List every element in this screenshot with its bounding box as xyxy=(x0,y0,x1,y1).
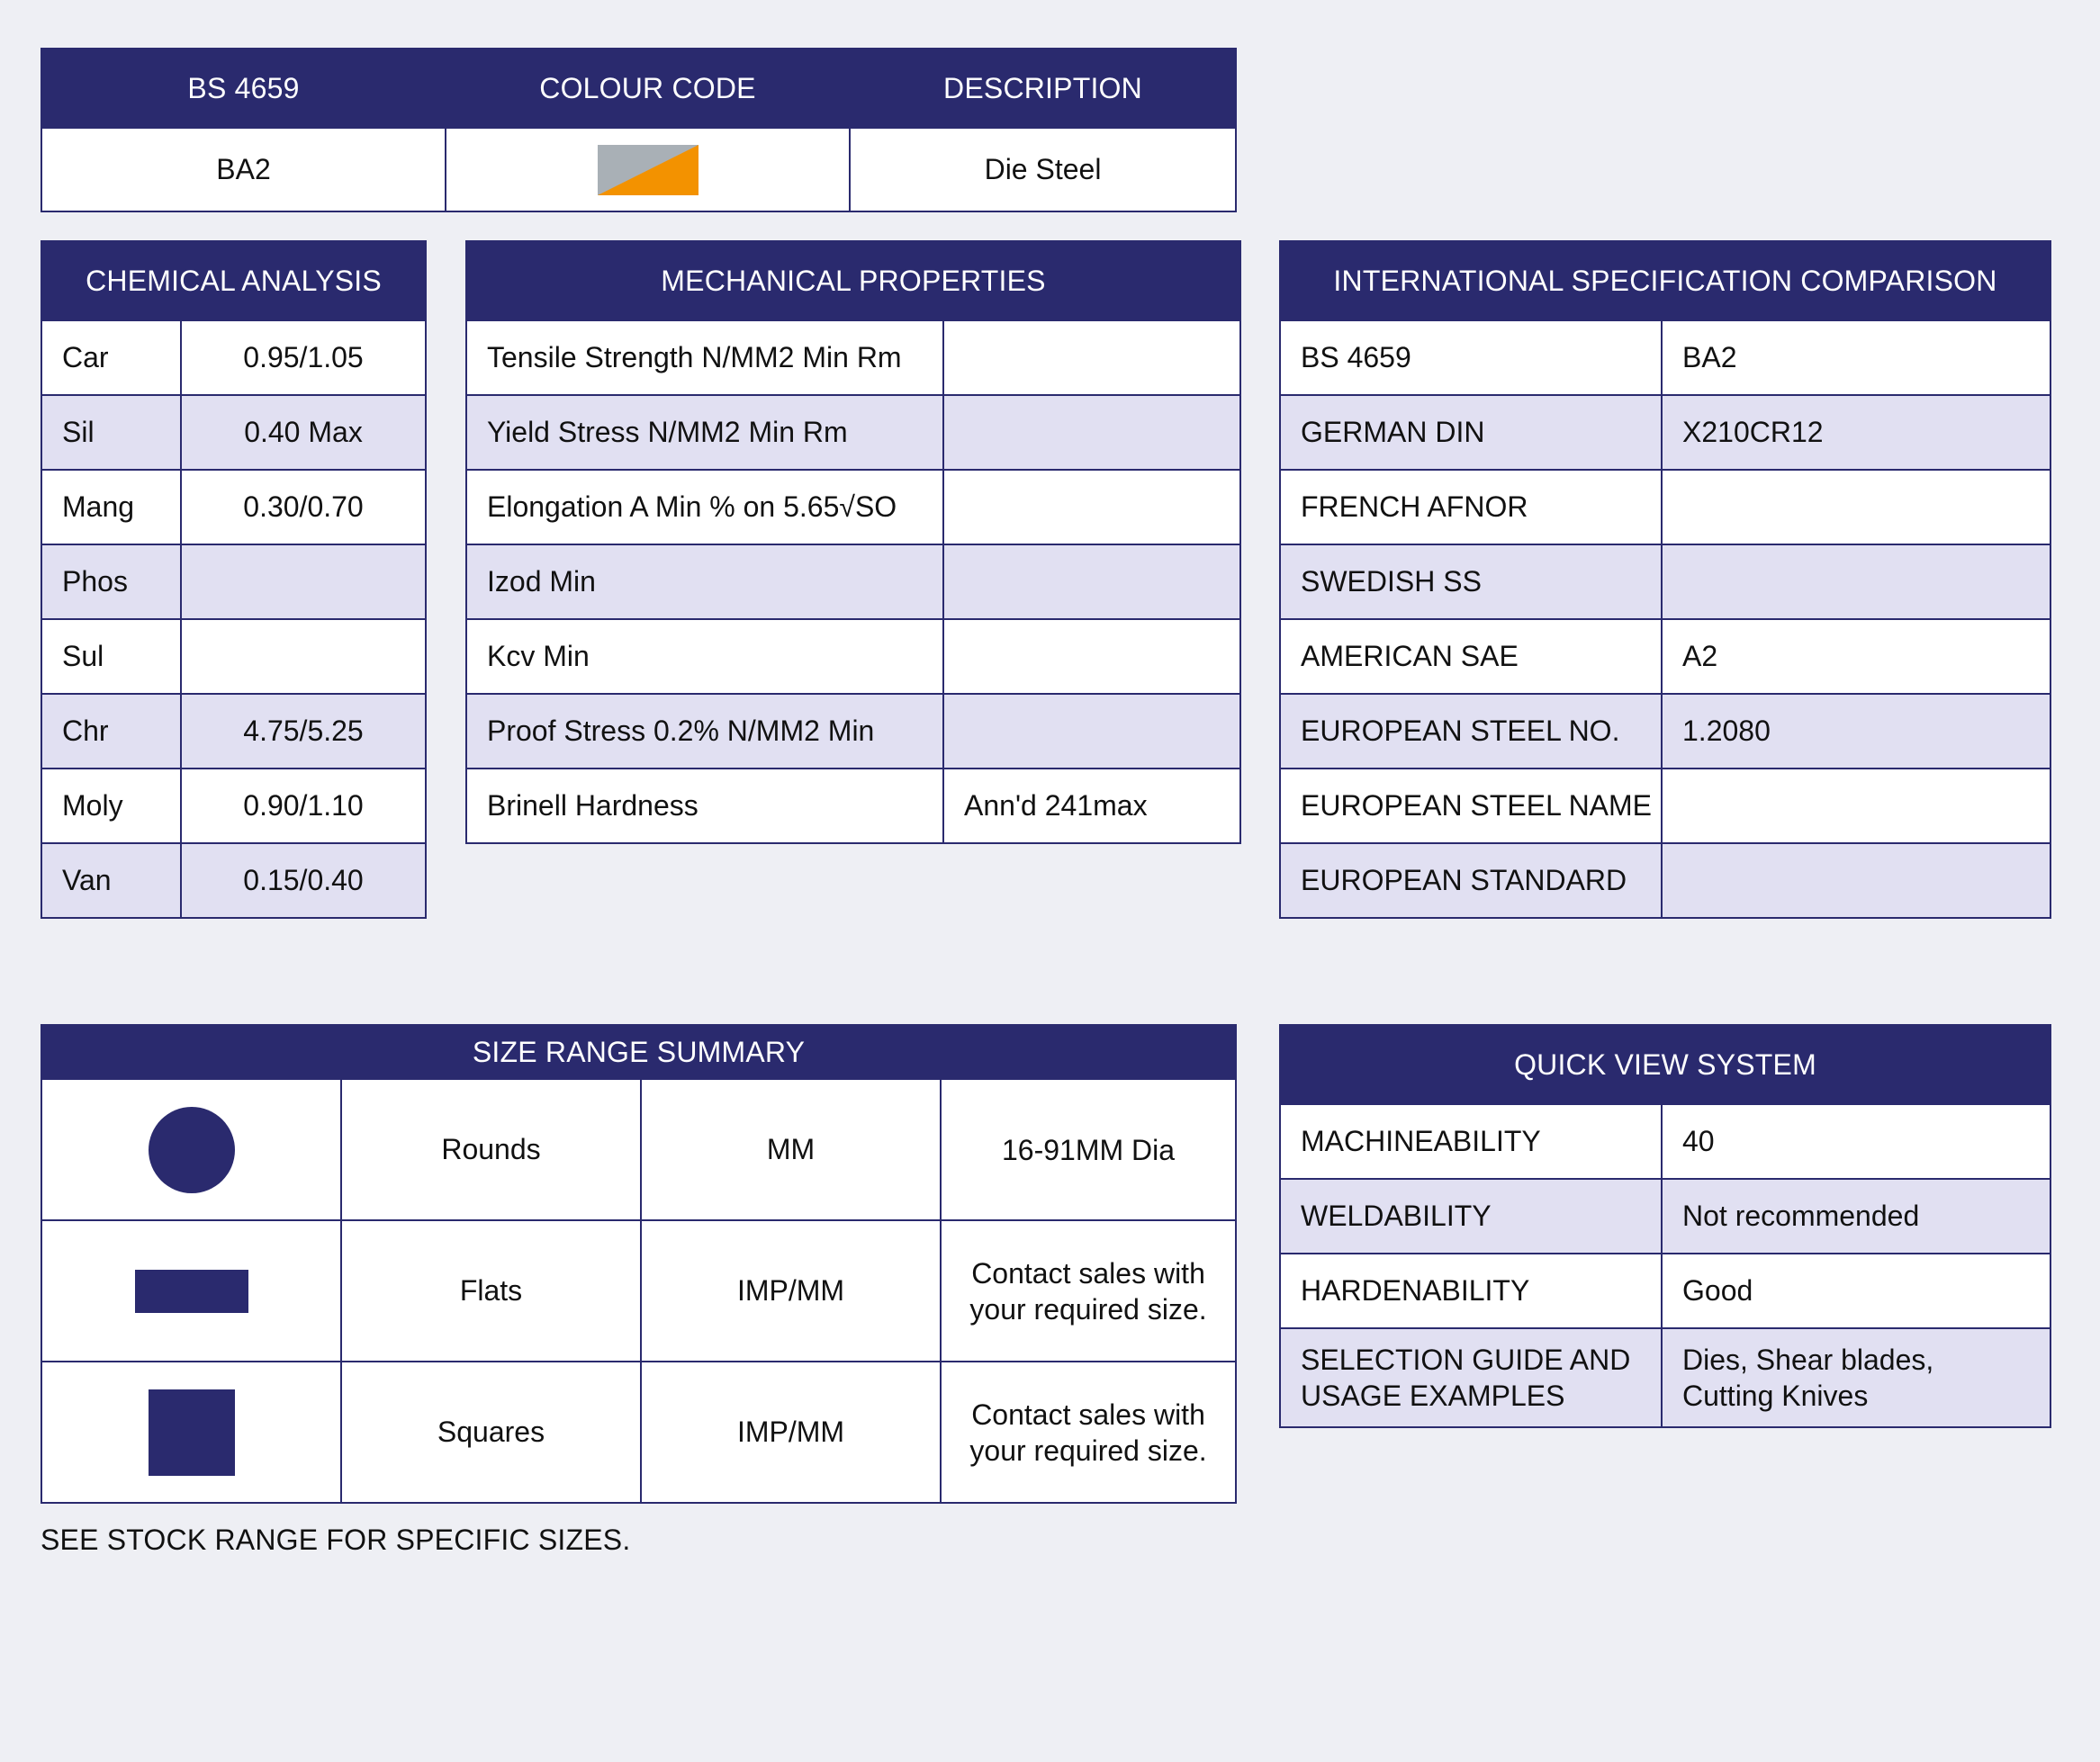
mechanical-row xyxy=(466,395,1240,470)
chemical-value: 0.40 Max xyxy=(181,395,426,470)
spec-row xyxy=(1280,395,2050,470)
mechanical-properties-table xyxy=(465,240,1239,844)
international-spec-table xyxy=(1279,240,2050,919)
mechanical-value xyxy=(943,619,1240,694)
chemical-label: Phos xyxy=(41,544,181,619)
spec-value: 1.2080 xyxy=(1662,694,2050,769)
spec-value xyxy=(1662,769,2050,843)
square-shape-icon xyxy=(149,1389,235,1476)
quick-view-value: Dies, Shear blades, Cutting Knives xyxy=(1662,1328,2050,1427)
spec-value xyxy=(1662,470,2050,544)
chemical-row xyxy=(41,395,426,470)
spec-value: A2 xyxy=(1662,619,2050,694)
chemical-value: 0.15/0.40 xyxy=(181,843,426,918)
mechanical-row xyxy=(466,694,1240,769)
quick-view-label: HARDENABILITY xyxy=(1280,1254,1662,1328)
quick-view-row xyxy=(1280,1179,2050,1254)
quick-view-row xyxy=(1280,1254,2050,1328)
chemical-row xyxy=(41,320,426,395)
international-spec-title: INTERNATIONAL SPECIFICATION COMPARISON xyxy=(1280,241,2050,320)
chemical-value xyxy=(181,619,426,694)
size-shape-cell xyxy=(41,1362,341,1503)
size-range-value: 16-91MM Dia xyxy=(941,1079,1236,1220)
spec-row xyxy=(1280,694,2050,769)
description-value: Die Steel xyxy=(850,128,1236,211)
chemical-value: 0.90/1.10 xyxy=(181,769,426,843)
spec-row xyxy=(1280,320,2050,395)
spec-label: EUROPEAN STEEL NO. xyxy=(1280,694,1662,769)
spec-value xyxy=(1662,843,2050,918)
chemical-label: Chr xyxy=(41,694,181,769)
chemical-label: Sul xyxy=(41,619,181,694)
bs4659-value: BA2 xyxy=(41,128,446,211)
grade-summary-table xyxy=(41,48,1235,212)
mechanical-label: Izod Min xyxy=(466,544,943,619)
spec-label: GERMAN DIN xyxy=(1280,395,1662,470)
chemical-row xyxy=(41,470,426,544)
spec-value: BA2 xyxy=(1662,320,2050,395)
round-shape-icon xyxy=(149,1107,235,1193)
mechanical-row xyxy=(466,320,1240,395)
spec-row xyxy=(1280,843,2050,918)
chemical-value: 0.95/1.05 xyxy=(181,320,426,395)
size-range-row xyxy=(41,1362,1236,1503)
mechanical-value xyxy=(943,395,1240,470)
size-range-value: Contact sales with your required size. xyxy=(941,1220,1236,1362)
spec-row xyxy=(1280,544,2050,619)
quick-view-value: 40 xyxy=(1662,1104,2050,1179)
quick-view-value: Not recommended xyxy=(1662,1179,2050,1254)
mechanical-value xyxy=(943,320,1240,395)
spec-label: SWEDISH SS xyxy=(1280,544,1662,619)
size-name: Squares xyxy=(341,1362,641,1503)
quick-view-label: WELDABILITY xyxy=(1280,1179,1662,1254)
chemical-row xyxy=(41,694,426,769)
description-header: DESCRIPTION xyxy=(850,49,1236,128)
chemical-value: 0.30/0.70 xyxy=(181,470,426,544)
quick-view-row xyxy=(1280,1328,2050,1427)
mechanical-label: Elongation A Min % on 5.65√SO xyxy=(466,470,943,544)
mechanical-value xyxy=(943,470,1240,544)
mechanical-value: Ann'd 241max xyxy=(943,769,1240,843)
quick-view-label: MACHINEABILITY xyxy=(1280,1104,1662,1179)
mechanical-row xyxy=(466,544,1240,619)
mechanical-properties-title: MECHANICAL PROPERTIES xyxy=(466,241,1240,320)
chemical-value xyxy=(181,544,426,619)
mechanical-value xyxy=(943,544,1240,619)
mechanical-label: Kcv Min xyxy=(466,619,943,694)
chemical-label: Sil xyxy=(41,395,181,470)
mechanical-label: Tensile Strength N/MM2 Min Rm xyxy=(466,320,943,395)
size-range-row xyxy=(41,1220,1236,1362)
chemical-row xyxy=(41,544,426,619)
chemical-row xyxy=(41,769,426,843)
chemical-analysis-table xyxy=(41,240,425,919)
spec-row xyxy=(1280,619,2050,694)
size-shape-cell xyxy=(41,1079,341,1220)
spec-label: AMERICAN SAE xyxy=(1280,619,1662,694)
chemical-value: 4.75/5.25 xyxy=(181,694,426,769)
mechanical-row xyxy=(466,470,1240,544)
quick-view-label: SELECTION GUIDE AND USAGE EXAMPLES xyxy=(1280,1328,1662,1427)
size-name: Rounds xyxy=(341,1079,641,1220)
colour-code-cell xyxy=(446,128,850,211)
mechanical-label: Proof Stress 0.2% N/MM2 Min xyxy=(466,694,943,769)
mechanical-label: Yield Stress N/MM2 Min Rm xyxy=(466,395,943,470)
size-shape-cell xyxy=(41,1220,341,1362)
mechanical-value xyxy=(943,694,1240,769)
spec-label: BS 4659 xyxy=(1280,320,1662,395)
chemical-row xyxy=(41,619,426,694)
chemical-row xyxy=(41,843,426,918)
size-unit: MM xyxy=(641,1079,941,1220)
quick-view-value: Good xyxy=(1662,1254,2050,1328)
spec-value xyxy=(1662,544,2050,619)
mechanical-label: Brinell Hardness xyxy=(466,769,943,843)
spec-row xyxy=(1280,470,2050,544)
spec-row xyxy=(1280,769,2050,843)
size-range-title: SIZE RANGE SUMMARY xyxy=(41,1025,1236,1079)
colour-code-swatch xyxy=(598,145,698,195)
size-range-row xyxy=(41,1079,1236,1220)
quick-view-title: QUICK VIEW SYSTEM xyxy=(1280,1025,2050,1104)
colour-code-header: COLOUR CODE xyxy=(446,49,850,128)
size-name: Flats xyxy=(341,1220,641,1362)
stock-range-note: SEE STOCK RANGE FOR SPECIFIC SIZES. xyxy=(41,1524,631,1556)
chemical-label: Mang xyxy=(41,470,181,544)
mechanical-row xyxy=(466,769,1240,843)
spec-label: EUROPEAN STANDARD xyxy=(1280,843,1662,918)
chemical-analysis-title: CHEMICAL ANALYSIS xyxy=(41,241,426,320)
chemical-label: Car xyxy=(41,320,181,395)
bs4659-header: BS 4659 xyxy=(41,49,446,128)
size-range-table xyxy=(41,1024,1235,1504)
spec-label: EUROPEAN STEEL NAME xyxy=(1280,769,1662,843)
size-unit: IMP/MM xyxy=(641,1220,941,1362)
spec-value: X210CR12 xyxy=(1662,395,2050,470)
quick-view-row xyxy=(1280,1104,2050,1179)
size-range-value: Contact sales with your required size. xyxy=(941,1362,1236,1503)
spec-label: FRENCH AFNOR xyxy=(1280,470,1662,544)
size-unit: IMP/MM xyxy=(641,1362,941,1503)
chemical-label: Van xyxy=(41,843,181,918)
mechanical-row xyxy=(466,619,1240,694)
flat-shape-icon xyxy=(135,1270,248,1313)
chemical-label: Moly xyxy=(41,769,181,843)
quick-view-table xyxy=(1279,1024,2050,1428)
